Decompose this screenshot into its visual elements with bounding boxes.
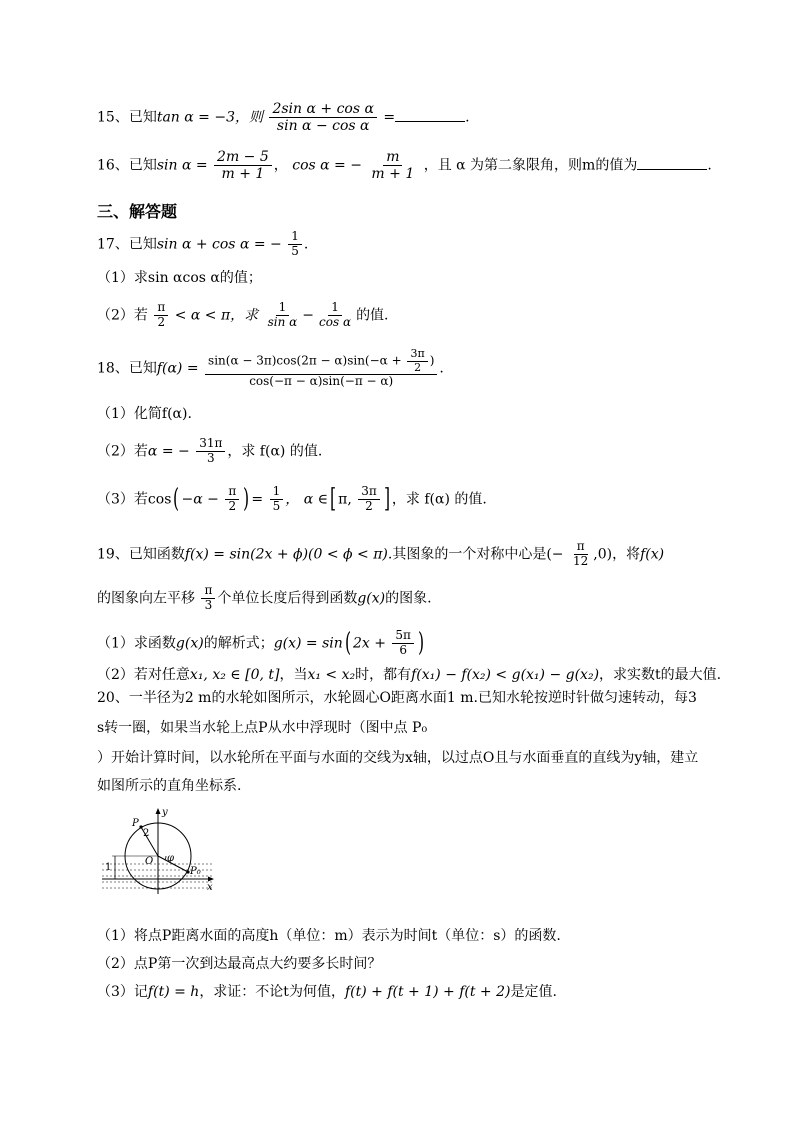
q18-p2-fraction [196, 437, 225, 466]
q17-part-2 [97, 301, 389, 330]
label-x: x [207, 882, 213, 893]
q15-given: tan α = −3，则 [156, 109, 263, 126]
q19-p1-open-paren: ( [344, 628, 351, 658]
q19-p1-answer: g(x) = sin [273, 635, 343, 652]
q19-line1-numerator: π [574, 540, 588, 555]
q17-p2-fraction-cos [316, 301, 354, 330]
q18-part-2 [97, 437, 322, 466]
q18-p3-fraction [270, 485, 284, 514]
q19-part-1 [97, 628, 426, 659]
q20-part-2: （2）点P第一次到达最高点大约要多长时间？ [97, 956, 382, 972]
q20-p3-expr: f(t) = h [147, 984, 200, 1000]
q19-p1-inner: 2x + [352, 635, 386, 652]
q16-sin-numerator: 2m − 5 [214, 149, 272, 166]
q18-prefix: 18、已知 [97, 360, 157, 377]
q17-p2-mid: < α < π，求 [174, 307, 259, 324]
q18-p3-inner: −α − [181, 491, 219, 508]
q19-p2-ineq: f(x₁) − f(x₂) < g(x₁) − g(x₂) [411, 667, 600, 683]
q16-sin-lhs: sin α = [156, 157, 208, 174]
q19-p2-a: （2）若对任意 [97, 667, 190, 683]
q18-inner-denominator: 2 [414, 360, 422, 374]
q19-line1-expr: f(x) = sin(2x + ϕ)(0 < ϕ < π) [184, 546, 388, 563]
q18-p3-cos: cos [147, 491, 172, 508]
q18-p2-prefix: （2）若 [97, 443, 148, 460]
y-axis-arrow-icon [156, 808, 161, 814]
q19-p2-b: ，当 [279, 667, 308, 683]
label-O: O [145, 856, 154, 867]
q19-line2-fraction [201, 584, 215, 613]
q20-line-2: s转一圈，如果当水轮上点P从水中浮现时（图中点 P₀ [97, 720, 428, 736]
label-radius: 2 [143, 828, 150, 839]
q20-line-3: ）开始计算时间，以水轮所在平面与水面的交线为x轴，以过点O且与水面垂直的直线为y轴，建立 [97, 750, 699, 766]
q15-fraction [269, 101, 376, 134]
q17-denominator: 5 [291, 243, 299, 258]
q19-p1-a: （1）求函数 [97, 635, 176, 652]
q15-answer-blank[interactable] [395, 109, 465, 122]
q18-p3-inner-numerator: π [225, 485, 239, 500]
q17-fraction [288, 230, 302, 259]
q19-line1-c: ,0)，将 [593, 546, 641, 563]
q17-p2-sin-numerator: 1 [276, 301, 290, 316]
q19-line2-c: 的图象. [385, 590, 432, 607]
label-phi: φ [167, 853, 175, 864]
q18-p2-end: ，求 f(α) 的值. [227, 443, 323, 460]
q16-end: . [707, 157, 712, 174]
q15-prefix: 15、已知 [97, 109, 157, 126]
q17-p2-cos-numerator: 1 [328, 301, 342, 316]
q15-numerator: 2sin α + cos α [269, 101, 376, 118]
q18-inner-numerator: 3π [407, 348, 427, 362]
q19-p2-d: ，求实数t的最大值. [599, 667, 722, 683]
q17-p2-end: 的值. [356, 307, 389, 324]
q16-comma: ， [273, 157, 288, 174]
q19-line2-denominator: 3 [204, 597, 213, 612]
q18-num-a: sin(α − 3π)cos(2π − α)sin(−α + [208, 353, 402, 368]
label-P0: P₀ [190, 866, 201, 877]
q18-p3-interval-denominator: 2 [365, 499, 373, 514]
q16-prefix: 16、已知 [97, 157, 157, 174]
q19-p1-denominator: 6 [399, 643, 407, 658]
q17-p2-minus: − [302, 307, 315, 324]
q19-p1-numerator: 5π [392, 629, 414, 644]
angle-arc [165, 856, 166, 860]
q18-p2-numerator: 31π [196, 437, 225, 452]
q18-p3-inner-fraction [225, 485, 239, 514]
question-17-stem [97, 230, 308, 259]
q18-f: f(α) = [156, 360, 199, 377]
q18-p3-end: ，求 f(α) 的值. [391, 491, 487, 508]
q18-p3-close-bracket: ] [383, 484, 390, 514]
q18-p3-open-bracket: [ [330, 484, 337, 514]
q17-p2-denominator: 2 [157, 314, 166, 329]
q16-tail: ，且 α 为第二象限角，则m的值为 [423, 157, 638, 174]
q19-p2-set: x₁, x₂ ∈ [0, t] [189, 667, 280, 683]
q18-num-b: ) [429, 353, 435, 368]
q18-p3-mid: ， α ∈ [285, 491, 328, 508]
q19-line2-b: 个单位长度后得到函数 [217, 590, 358, 607]
q16-sin-fraction [214, 149, 272, 182]
label-y: y [162, 807, 168, 818]
q17-p2-fraction [154, 301, 168, 330]
q19-p2-cond: x₁ < x₂ [307, 667, 356, 683]
q19-line2-a: 的图象向左平移 [97, 590, 195, 607]
question-19-line-1 [97, 540, 664, 569]
q17-p2-sin-denominator: sin α [267, 314, 298, 329]
q15-denominator: sin α − cos α [276, 118, 370, 135]
q18-p3-numerator: 1 [270, 485, 284, 500]
q18-denominator: cos(−π − α)sin(−π − α) [249, 374, 394, 389]
q17-p2-cos-denominator: cos α [319, 314, 352, 329]
question-15 [97, 101, 470, 134]
q19-line1-fraction [570, 540, 591, 569]
q18-part-1: （1）化简f(α). [97, 406, 192, 422]
q20-p3-b: ，求证：不论t为何值， [199, 984, 345, 1000]
q19-p1-fraction [392, 629, 414, 658]
question-16 [97, 149, 712, 182]
q19-p1-b: 的解析式； [203, 635, 274, 652]
q18-end: . [439, 360, 444, 377]
q18-p2-expr: α = − [147, 443, 190, 460]
label-P: P [132, 818, 139, 829]
q18-p3-denominator: 5 [272, 499, 281, 514]
section-heading: 三、解答题 [97, 202, 178, 221]
q18-p3-close-paren: ) [243, 484, 250, 514]
q20-p3-sum: f(t) + f(t + 1) + f(t + 2) [344, 984, 511, 1000]
q20-p3-c: 是定值. [510, 984, 557, 1000]
q16-answer-blank[interactable] [637, 157, 707, 170]
q16-cos-numerator: m [383, 149, 402, 166]
q19-p1-g: g(x) [175, 635, 204, 652]
q19-line1-denominator: 12 [573, 553, 589, 568]
q18-p3-eq: = [251, 491, 264, 508]
q18-p3-inner-denominator: 2 [228, 499, 237, 514]
q19-line2-g: g(x) [357, 590, 386, 607]
q19-line1-b: .其图象的一个对称中心是(− [387, 546, 564, 563]
q18-part-3 [97, 484, 487, 515]
q18-inner-fraction [407, 348, 427, 374]
q18-p3-interval-numerator: 3π [358, 485, 380, 500]
label-height: 1 [105, 862, 112, 873]
q17-p2-prefix: （2）若 [97, 307, 148, 324]
q19-p2-c: 时，都有 [355, 667, 412, 683]
q18-fraction [205, 348, 437, 389]
q19-line1-a: 19、已知函数 [97, 546, 185, 563]
q17-end: . [303, 236, 309, 253]
q20-part-3 [97, 984, 557, 1001]
q17-p2-fraction-sin [265, 301, 301, 330]
q16-cos-fraction [368, 149, 417, 182]
q18-p3-interval-fraction [358, 485, 380, 514]
q17-numerator: 1 [288, 230, 302, 245]
q19-line1-f: f(x) [640, 546, 665, 563]
q16-cos-denominator: m + 1 [371, 166, 415, 183]
q19-line2-numerator: π [201, 584, 215, 599]
q17-p2-numerator: π [154, 301, 168, 316]
q18-numerator [205, 348, 437, 375]
q16-cos-lhs: cos α = − [292, 157, 362, 174]
q19-part-2 [97, 667, 721, 684]
q18-p2-denominator: 3 [206, 450, 215, 465]
q18-p3-open-paren: ( [173, 484, 180, 514]
q17-expr: sin α + cos α = − [156, 236, 282, 253]
q16-sin-denominator: m + 1 [221, 166, 265, 183]
x-axis-arrow-icon [208, 877, 214, 882]
q20-line-1: 20、一半径为2 m的水轮如图所示，水轮圆心O距离水面1 m.已知水轮按逆时针做匀速转动，每3 [97, 690, 697, 706]
q18-p3-interval-start: π, [338, 491, 352, 508]
q17-part-1: （1）求sin αcos α的值； [97, 270, 262, 286]
q20-line-4: 如图所示的直角坐标系. [97, 778, 242, 794]
question-19-line-2 [97, 584, 432, 613]
q15-end: . [465, 109, 470, 126]
water-wheel-figure [100, 806, 220, 896]
q17-prefix: 17、已知 [97, 236, 157, 253]
question-18-stem [97, 348, 444, 389]
q19-p1-close-paren: ) [417, 628, 425, 658]
q20-p3-a: （3）记 [97, 984, 148, 1000]
q20-part-1: （1）将点P距离水面的高度h（单位：m）表示为时间t（单位：s）的函数. [97, 928, 561, 944]
q18-p3-prefix: （3）若 [97, 491, 148, 508]
q15-equals: = [383, 109, 396, 126]
